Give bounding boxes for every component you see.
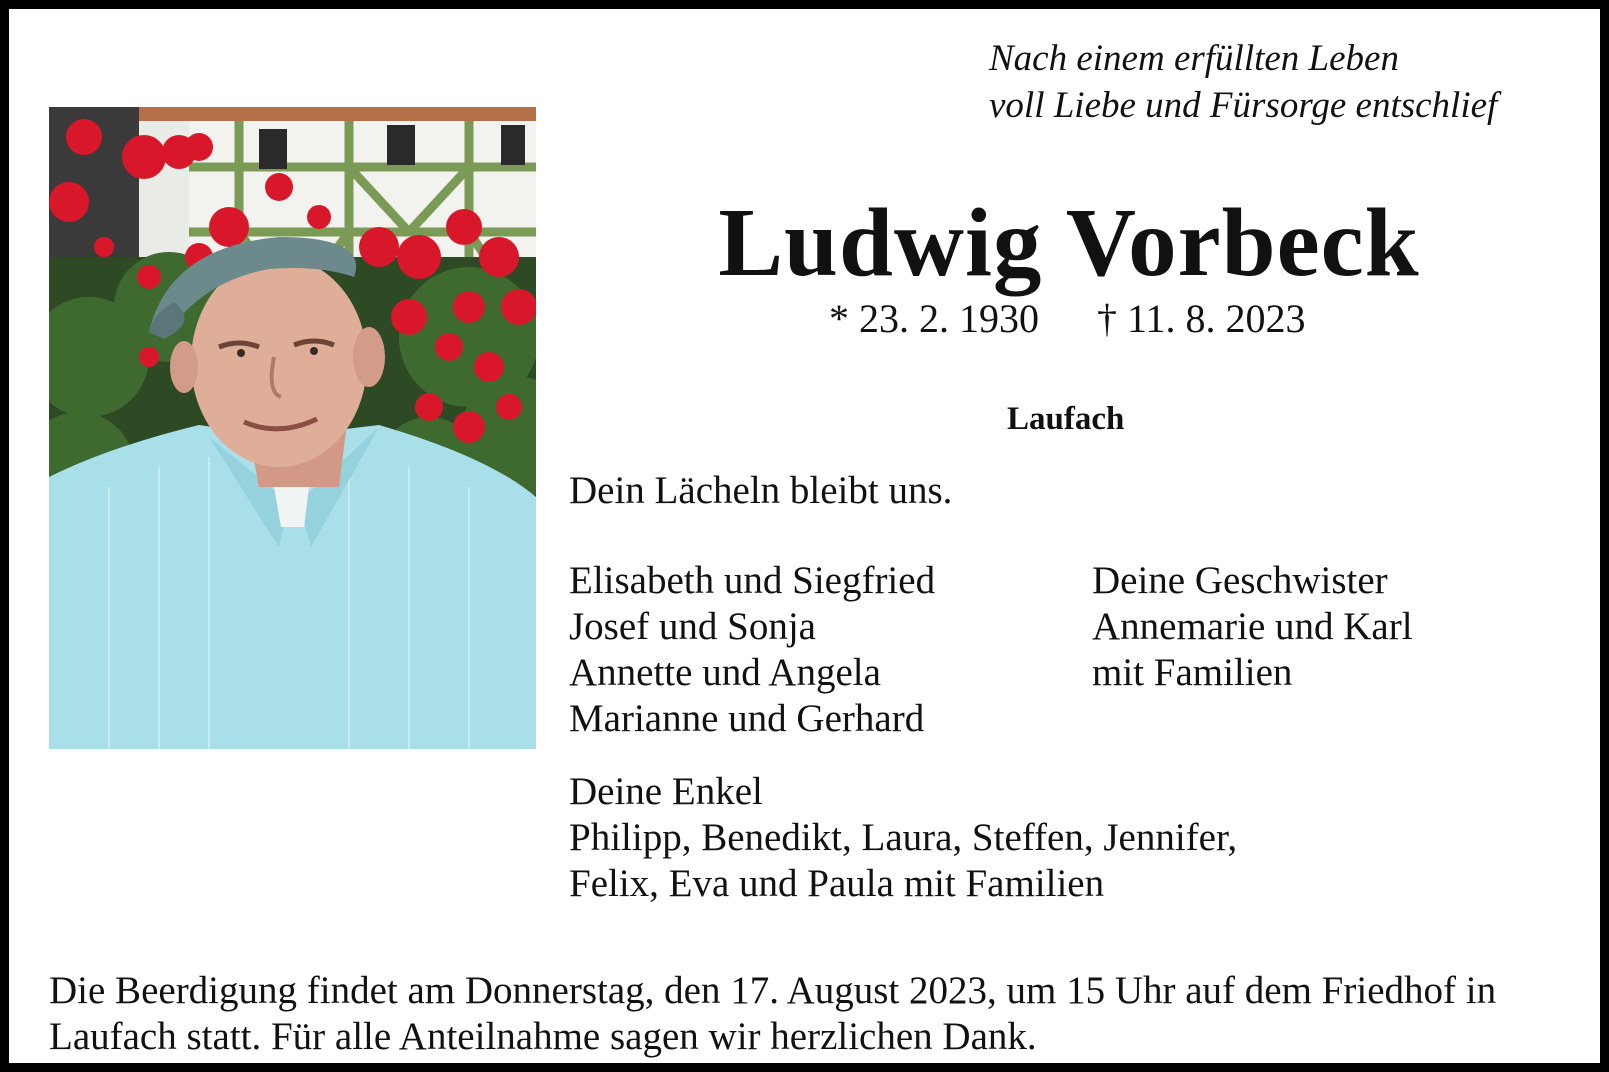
mourner-line: Deine Enkel (569, 770, 763, 813)
mourners-grandchildren (569, 769, 1237, 907)
funeral-line-1: Die Beerdigung findet am Donnerstag, den 17. August 2023, um 15 Uhr auf dem Friedhof in (49, 969, 1497, 1012)
death-date: † 11. 8. 2023 (1097, 296, 1306, 341)
mourner-line: Josef und Sonja (569, 605, 816, 648)
mourner-line: mit Familien (1092, 651, 1293, 694)
life-dates (829, 295, 1306, 342)
mourner-line: Philipp, Benedikt, Laura, Steffen, Jennifer, (569, 816, 1238, 859)
hometown: Laufach (1007, 401, 1125, 437)
mourners-siblings (1092, 558, 1413, 696)
intro-line-1: Nach einem erfüllten Leben (989, 38, 1399, 79)
funeral-line-2: Laufach statt. Für alle Anteilnahme sagen wir herzlichen Dank. (49, 1015, 1037, 1058)
funeral-notice (49, 968, 1496, 1060)
motto: Dein Lächeln bleibt uns. (569, 469, 953, 512)
mourner-line: Annette und Angela (569, 651, 881, 694)
mourner-line: Elisabeth und Siegfried (569, 559, 936, 602)
deceased-name: Ludwig Vorbeck (718, 189, 1420, 296)
birth-date: * 23. 2. 1930 (829, 296, 1039, 341)
mourners-children (569, 558, 935, 742)
intro-verse (989, 35, 1497, 129)
mourner-line: Marianne und Gerhard (569, 697, 925, 740)
mourner-line: Annemarie und Karl (1092, 605, 1413, 648)
mourner-line: Deine Geschwister (1092, 559, 1388, 602)
intro-line-2: voll Liebe und Fürsorge entschlief (989, 85, 1498, 126)
mourner-line: Felix, Eva und Paula mit Familien (569, 862, 1105, 905)
